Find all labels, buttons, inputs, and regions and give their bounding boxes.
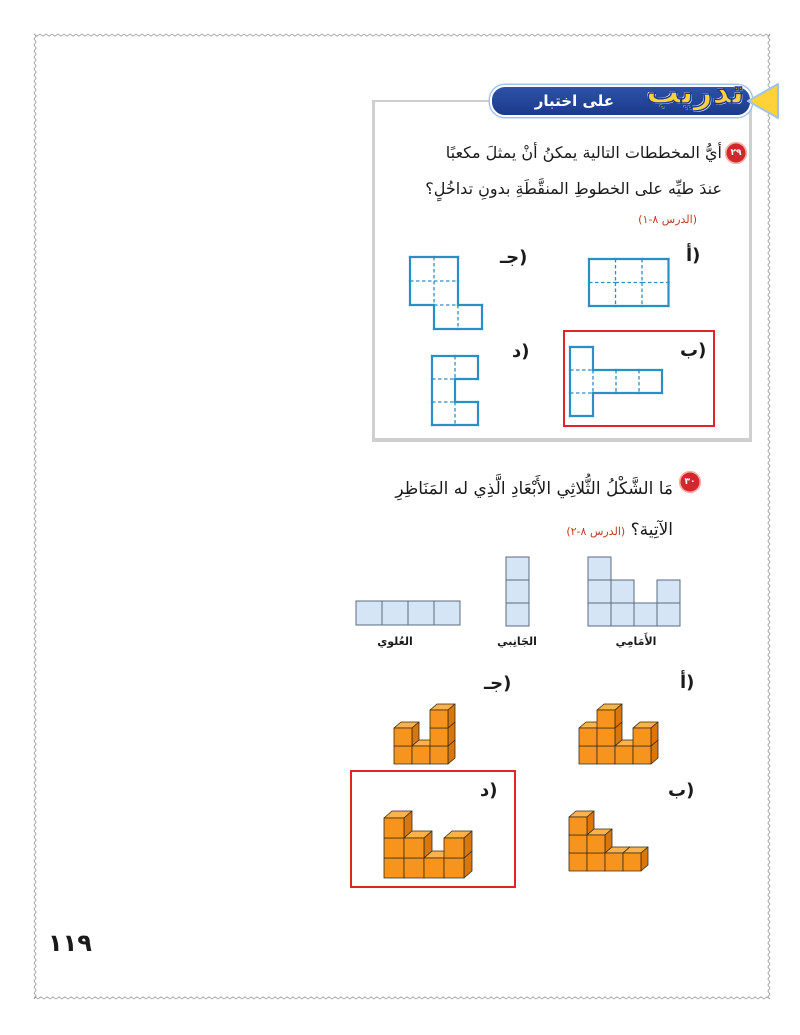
cube	[623, 847, 648, 871]
cube-front-face	[615, 746, 633, 764]
question-30-badge: ٣٠	[679, 471, 701, 493]
q30-option-b-label: ب)	[668, 780, 695, 801]
question-30-line-2	[566, 516, 673, 546]
q30-answer-highlight	[350, 770, 516, 888]
q29-option-a-net	[587, 257, 671, 308]
view-square	[506, 603, 529, 626]
cube	[597, 704, 622, 728]
question-29-lesson-ref: (الدرس ٨-١)	[638, 213, 697, 226]
q30-option-c-solid	[393, 703, 456, 765]
question-30-lesson-ref: (الدرس ٨-٢)	[566, 525, 626, 538]
front-view-label: الأَمَامِي	[615, 635, 657, 648]
cube-front-face	[597, 710, 615, 728]
view-square	[634, 603, 657, 626]
banner-arrow-icon	[744, 81, 780, 121]
test-practice-banner	[488, 72, 780, 122]
view-square	[356, 601, 382, 625]
q29-answer-highlight	[563, 330, 715, 427]
question-29-line-1: أيُّ المخططات التالية يمكنُ أنْ يمثلَ مكعبًا	[445, 143, 722, 162]
q29-option-d-label: د)	[512, 341, 530, 362]
q30-option-a-label: أ)	[680, 672, 695, 693]
side-view-figure	[505, 556, 530, 627]
q30-option-a-solid	[578, 703, 659, 765]
banner-subtitle: على اختبار	[534, 92, 614, 110]
view-square	[506, 557, 529, 580]
cube-front-face	[587, 853, 605, 871]
cube-front-face	[597, 746, 615, 764]
q29-option-b-label: ب)	[680, 340, 707, 361]
cube-front-face	[394, 746, 412, 764]
question-30-line-2-text: الآتِية؟	[630, 520, 673, 540]
cube-front-face	[579, 746, 597, 764]
view-square	[434, 601, 460, 625]
view-square	[611, 603, 634, 626]
q29-option-a-label: أ)	[686, 245, 701, 266]
page-number: ١١٩	[48, 929, 92, 957]
front-view-figure	[587, 556, 681, 627]
question-30-line-1: مَا الشَّكْلُ الثُّلاثِي الأَبْعَادِ الَّذِي له المَنَاظِرِ	[395, 479, 673, 499]
cube	[633, 722, 658, 746]
cube	[430, 704, 455, 728]
q29-option-d-net	[430, 354, 480, 427]
cube-front-face	[633, 746, 651, 764]
cube-front-face	[605, 853, 623, 871]
q30-option-d-label: د)	[480, 780, 498, 801]
top-view-label: العُلوي	[377, 635, 413, 648]
view-square	[588, 603, 611, 626]
view-square	[506, 580, 529, 603]
q30-option-c-label: جـ)	[484, 673, 512, 694]
side-view-label: الجَانِبي	[497, 635, 537, 648]
view-square	[588, 557, 611, 580]
cube-front-face	[430, 746, 448, 764]
cube-front-face	[623, 853, 641, 871]
q29-option-c-net	[408, 255, 484, 331]
question-29-line-2: عندَ طيِّه على الخطوطِ المنقَّطَةِ بدونِ تداخُلٍ؟	[425, 179, 722, 198]
cube-front-face	[633, 728, 651, 746]
cube-front-face	[569, 817, 587, 835]
cube-front-face	[430, 710, 448, 728]
cube-front-face	[412, 746, 430, 764]
cube	[569, 811, 594, 835]
view-square	[588, 580, 611, 603]
top-view-figure	[355, 600, 461, 626]
q29-option-c-label: جـ)	[500, 247, 528, 268]
cube-front-face	[579, 728, 597, 746]
cube-front-face	[569, 853, 587, 871]
banner-title: تدريب	[646, 72, 744, 111]
view-square	[657, 603, 680, 626]
cube-front-face	[587, 835, 605, 853]
cube-front-face	[430, 728, 448, 746]
view-square	[382, 601, 408, 625]
cube-front-face	[597, 728, 615, 746]
question-29-badge: ٢٩	[725, 142, 747, 164]
cube-front-face	[569, 835, 587, 853]
q30-option-b-solid	[568, 810, 649, 872]
view-square	[408, 601, 434, 625]
cube-front-face	[394, 728, 412, 746]
cube	[394, 722, 419, 746]
view-square	[657, 580, 680, 603]
view-square	[611, 580, 634, 603]
cube	[587, 829, 612, 853]
